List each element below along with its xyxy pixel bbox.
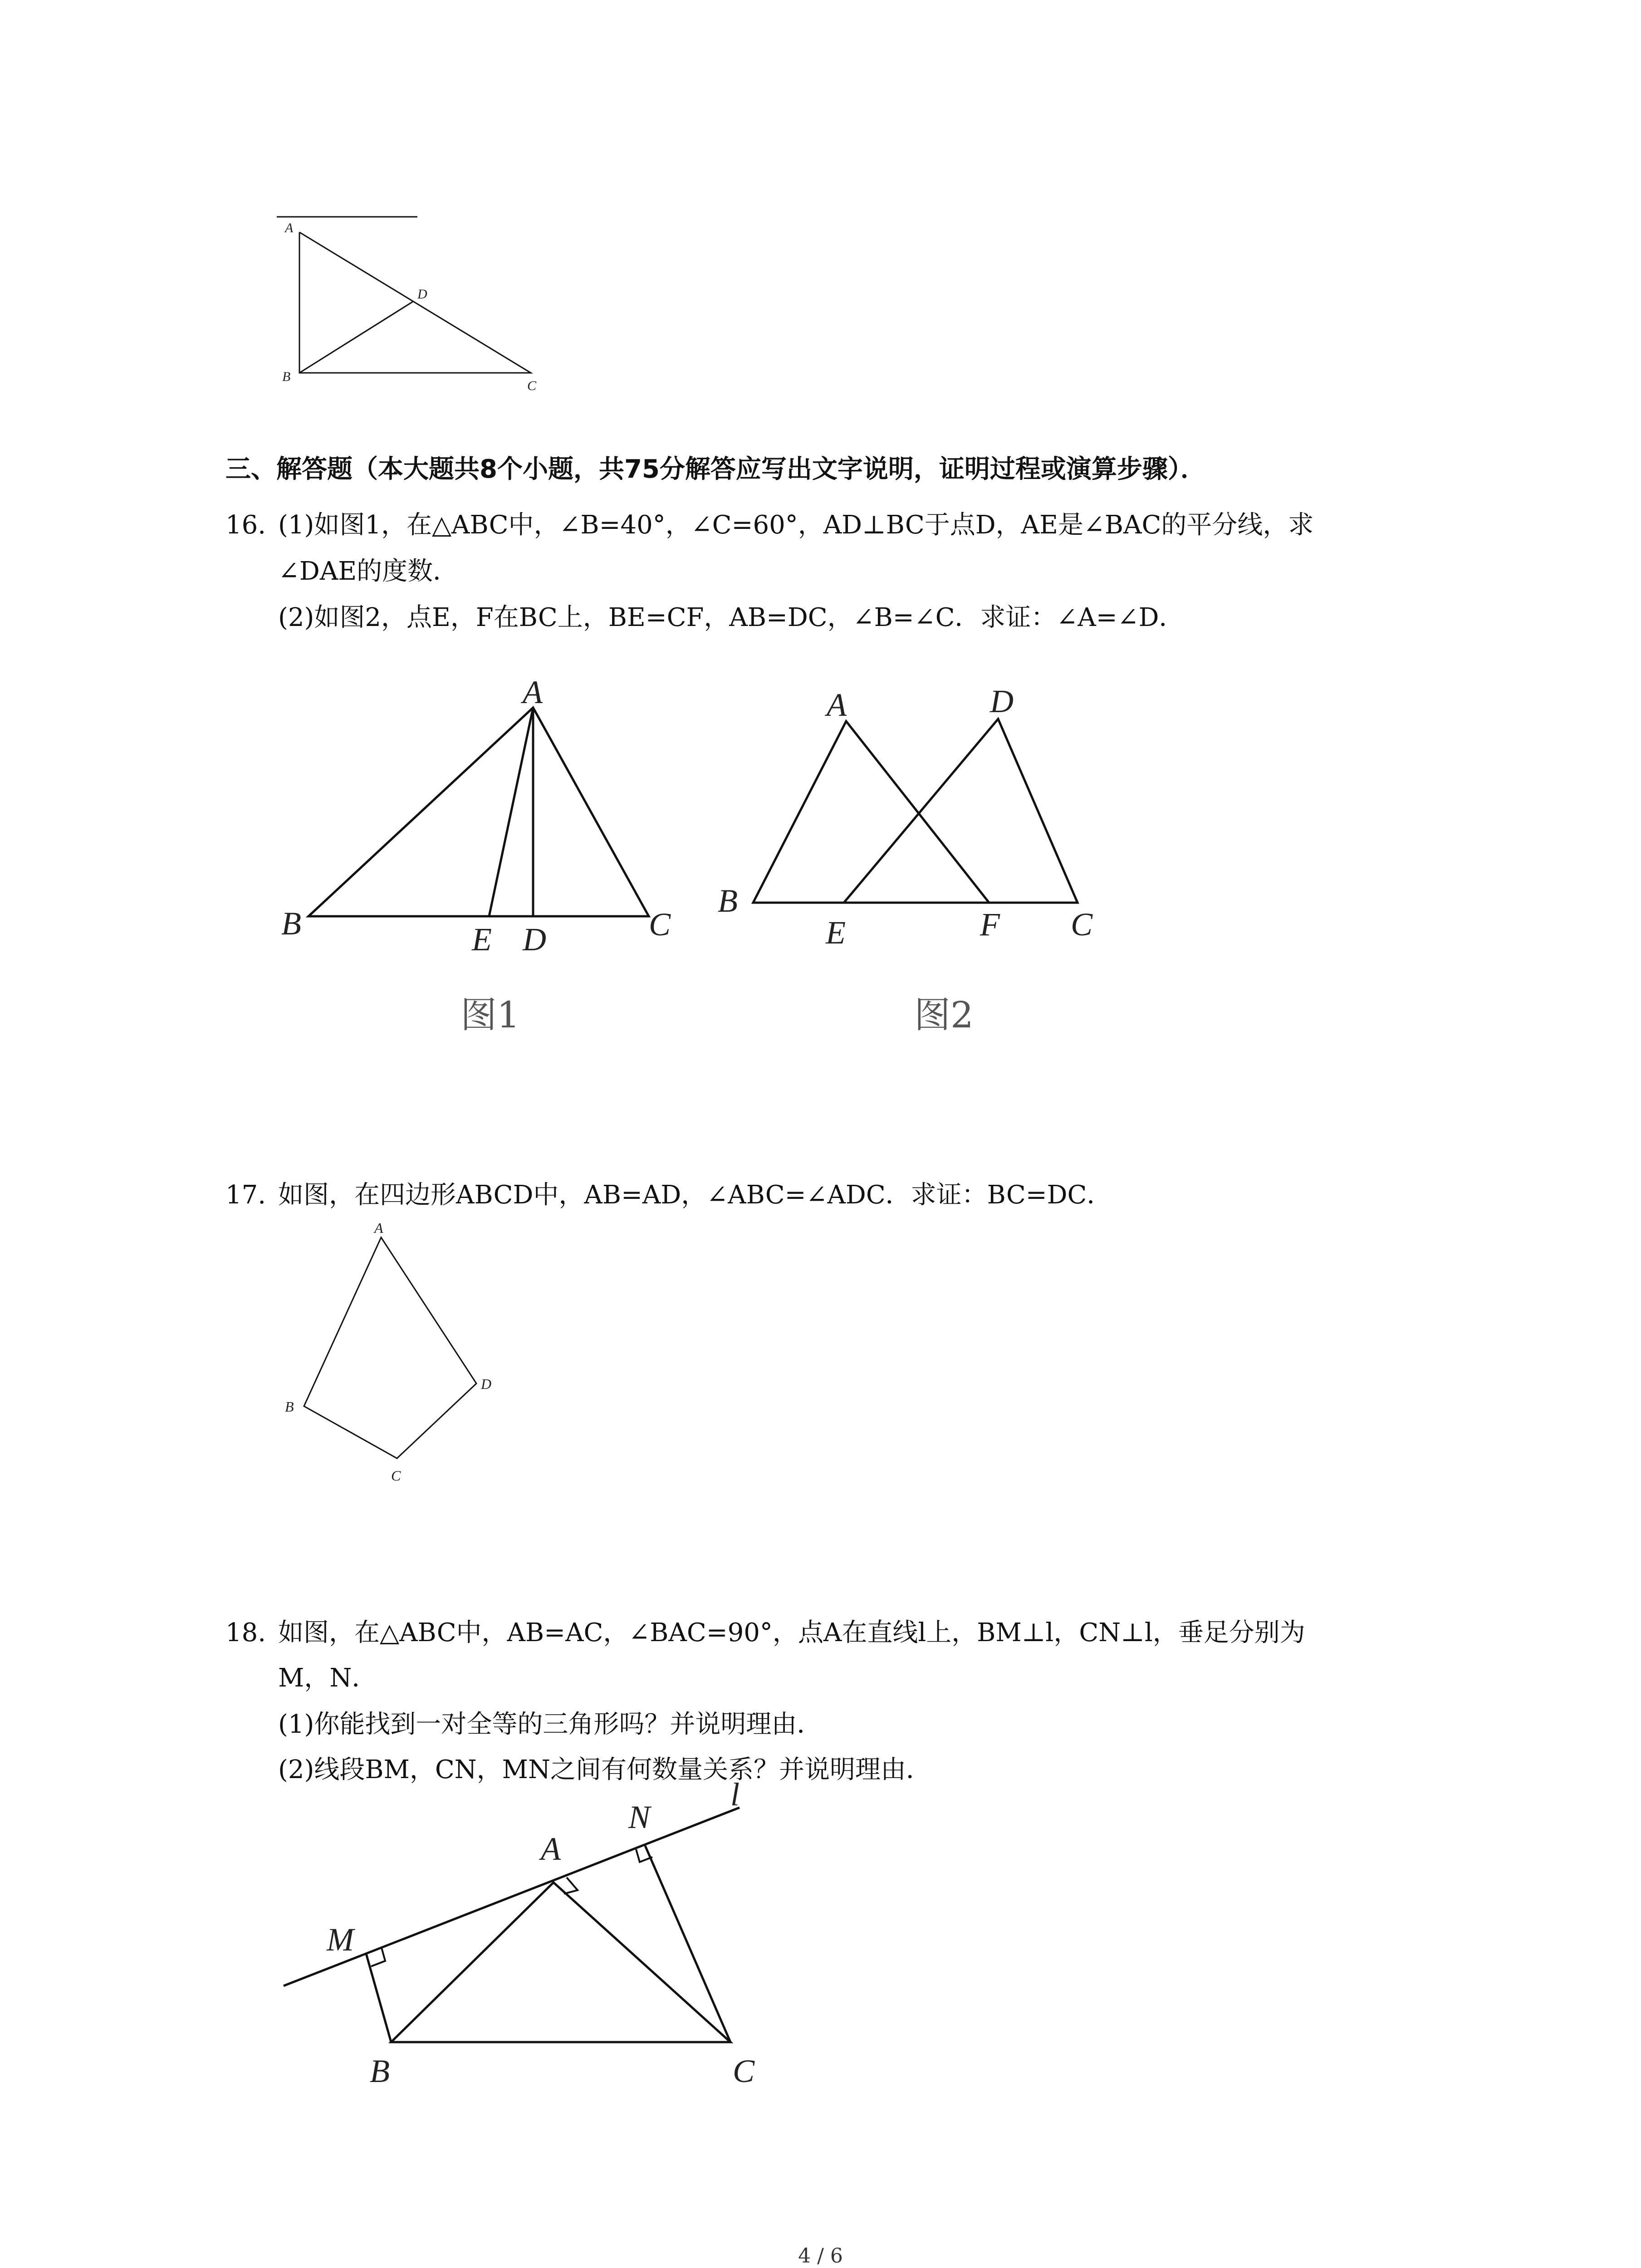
triangle-abc-fig1 — [309, 708, 649, 916]
label-d: D — [481, 1376, 492, 1392]
label-a: A — [523, 674, 543, 710]
q17-number: 17. — [225, 1180, 266, 1210]
figure-q17-quadrilateral — [272, 1216, 508, 1488]
label-c: C — [1071, 906, 1093, 943]
label-l: l — [730, 1776, 740, 1813]
q18-line3: (1)你能找到一对全等的三角形吗？并说明理由． — [278, 1710, 823, 1739]
triangle-dec — [844, 719, 1078, 903]
segment-nc — [645, 1846, 730, 2042]
label-a: A — [374, 1220, 383, 1236]
label-c: C — [733, 2053, 755, 2089]
label-n: N — [628, 1799, 651, 1835]
label-f: F — [980, 906, 1000, 943]
figure-top-triangle — [263, 204, 554, 404]
q18-line2: M，N． — [278, 1663, 377, 1693]
page-number: 4 / 6 — [798, 2244, 843, 2268]
segment-bd — [299, 302, 413, 373]
figure-q18 — [272, 1776, 817, 2127]
triangle-abf — [753, 721, 989, 903]
label-b: B — [370, 2053, 390, 2089]
q16-line3: (2)如图2，点E，F在BC上，BE=CF，AB=DC，∠B=∠C．求证：∠A=∠D． — [278, 603, 1185, 632]
q18-number: 18. — [225, 1618, 266, 1647]
q16-line1: (1)如图1，在△ABC中，∠B=40°，∠C=60°，AD⊥BC于点D，AE是∠BAC的平分线，求 — [278, 510, 1314, 540]
section-heading: 三、解答题（本大题共8个小题，共75分解答应写出文字说明，证明过程或演算步骤）． — [225, 455, 1206, 484]
label-d: D — [523, 921, 546, 958]
q16-number: 16. — [225, 510, 266, 540]
q18-line4: (2)线段BM，CN，MN之间有何数量关系？并说明理由． — [278, 1755, 932, 1784]
label-e: E — [826, 914, 846, 951]
label-b: B — [285, 1398, 294, 1415]
triangle-abc — [391, 1882, 730, 2042]
label-a: A — [541, 1831, 561, 1867]
label-b: B — [282, 369, 291, 384]
label-d: D — [990, 683, 1014, 719]
label-b: B — [718, 883, 738, 919]
segment-mb — [366, 1954, 391, 2042]
figure-1-caption: 图1 — [460, 994, 520, 1036]
quadrilateral-abcd — [304, 1237, 476, 1458]
line-l — [284, 1808, 740, 1986]
q17-line1: 如图，在四边形ABCD中，AB=AD，∠ABC=∠ADC．求证：BC=DC． — [278, 1180, 1112, 1210]
figure-1 — [272, 676, 690, 1057]
figure-2 — [708, 676, 1125, 1057]
figure-2-caption: 图2 — [914, 994, 974, 1036]
q18-line1: 如图，在△ABC中，AB=AC，∠BAC=90°，点A在直线l上，BM⊥l，CN⊥l，垂足分别为 — [278, 1618, 1305, 1647]
label-d: D — [417, 287, 427, 302]
q16-line2: ∠DAE的度数． — [278, 557, 459, 586]
segment-ae — [489, 708, 533, 916]
label-c: C — [649, 906, 671, 943]
label-c: C — [527, 378, 537, 393]
label-a: A — [827, 687, 847, 723]
label-m: M — [327, 1921, 354, 1958]
label-a: A — [285, 220, 294, 235]
right-angle-a — [564, 1877, 578, 1894]
label-e: E — [472, 921, 492, 958]
label-b: B — [281, 905, 301, 942]
label-c: C — [391, 1467, 401, 1484]
